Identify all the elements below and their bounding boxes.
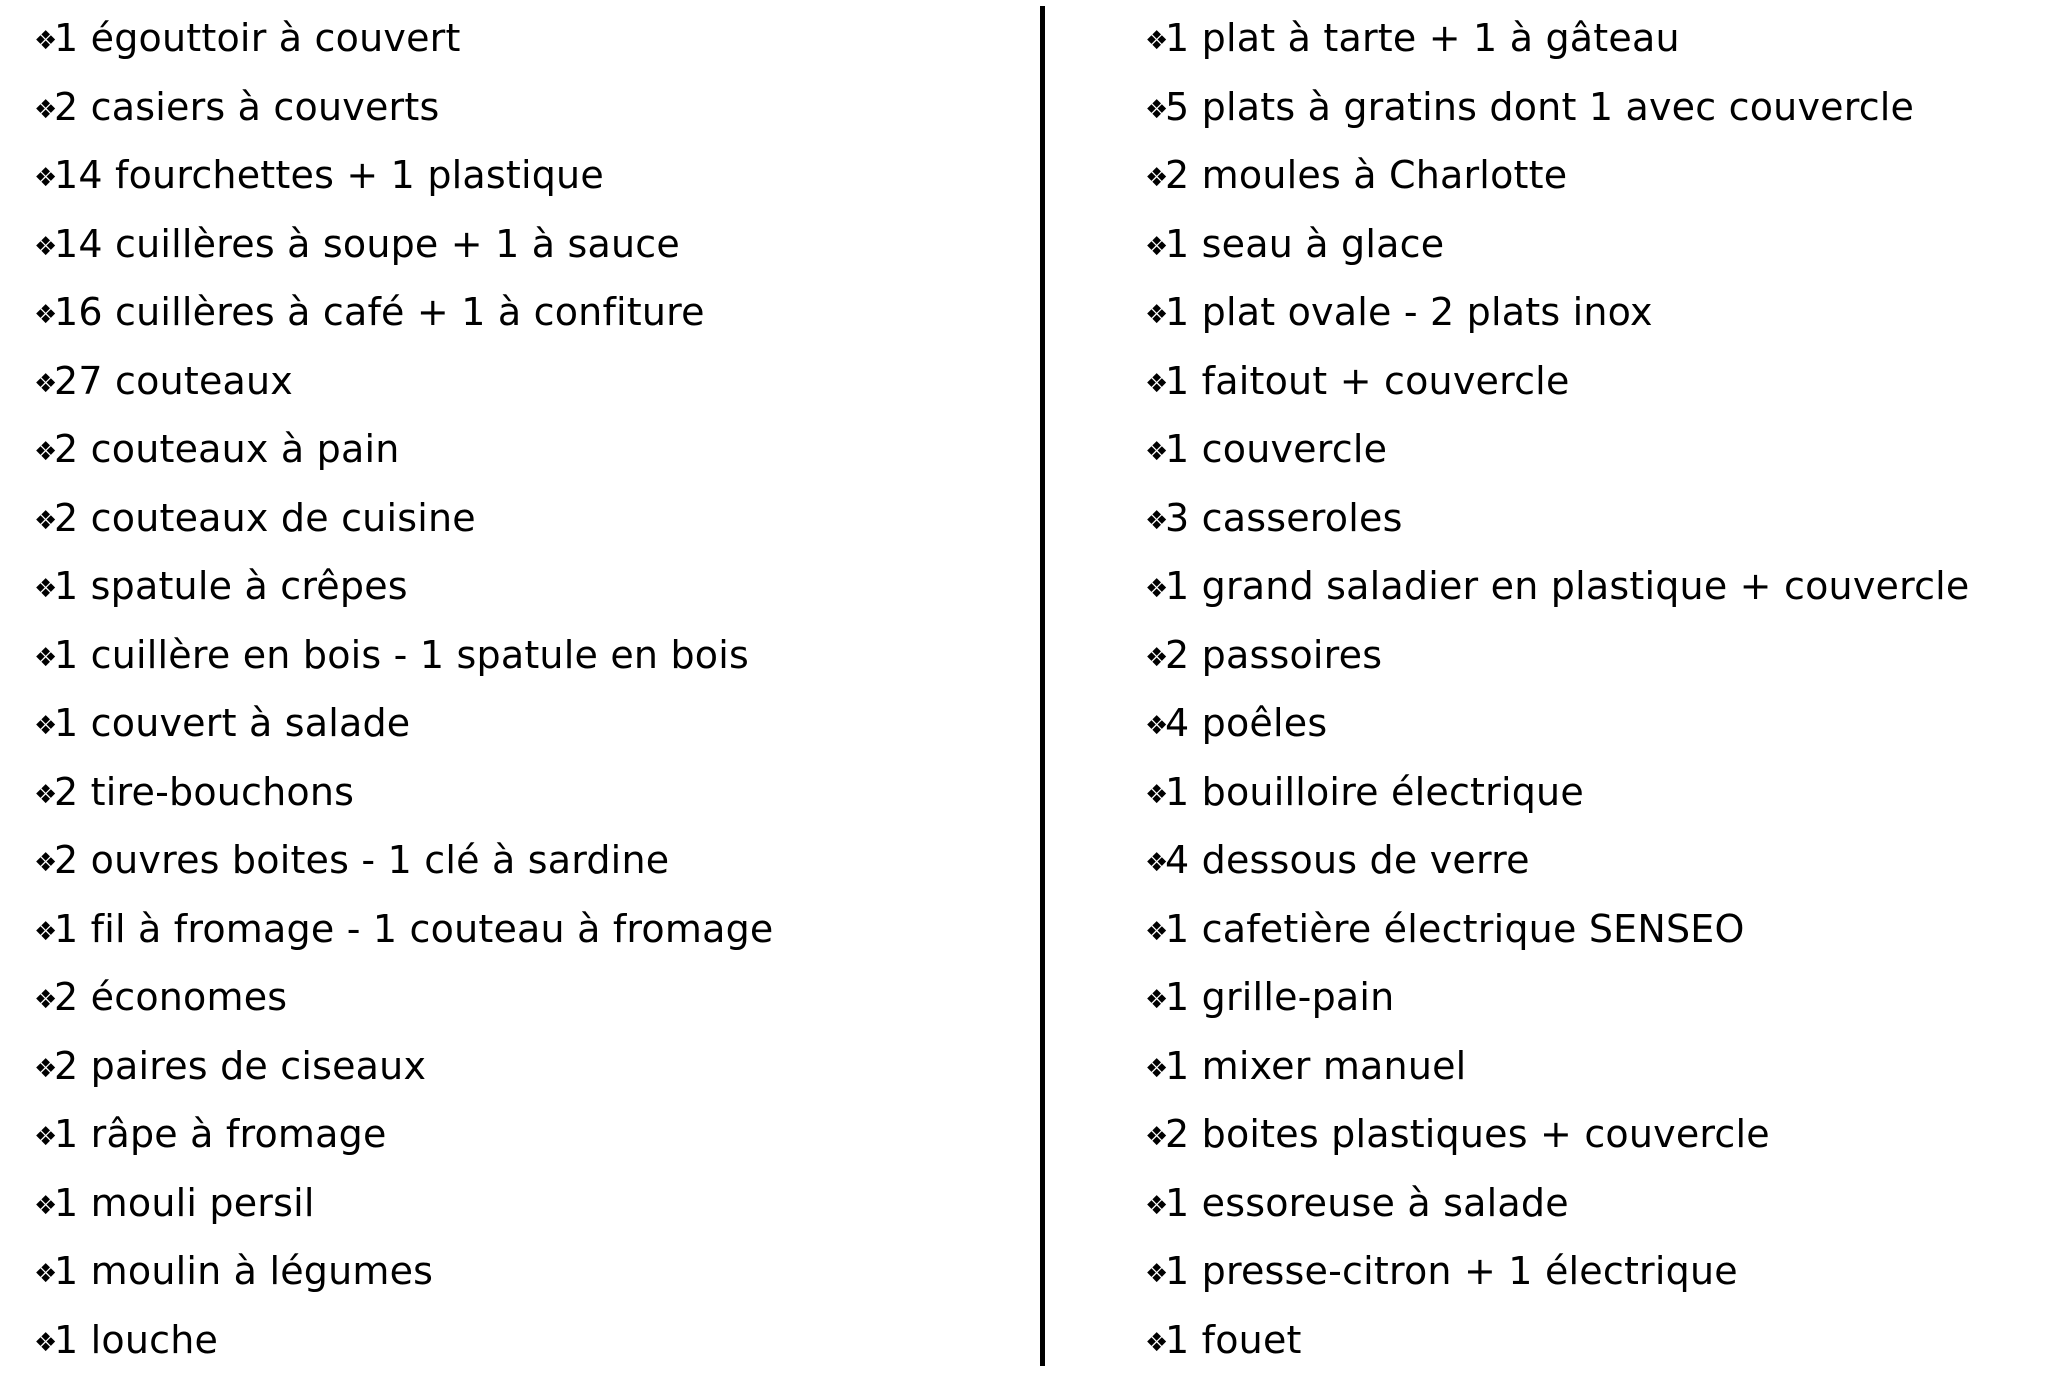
list-item-label: 1 égouttoir à couvert: [54, 16, 461, 60]
list-item: [34, 689, 1030, 758]
bullet-icon: ❖: [34, 302, 54, 328]
bullet-icon: ❖: [34, 1330, 54, 1356]
bullet-icon: ❖: [1145, 371, 1165, 397]
list-item-label: 1 spatule à crêpes: [54, 564, 408, 608]
list-item-label: 5 plats à gratins dont 1 avec couvercle: [1165, 85, 1914, 129]
list-item: [1145, 1169, 2038, 1238]
list-item: [34, 1169, 1030, 1238]
list-item: [34, 1032, 1030, 1101]
list-item-label: 2 casiers à couverts: [54, 85, 439, 129]
list-item: [34, 347, 1030, 416]
list-item: [34, 621, 1030, 690]
list-item-label: 4 dessous de verre: [1165, 838, 1530, 882]
list-item: [1145, 895, 2038, 964]
list-item: [34, 141, 1030, 210]
list-item-label: 1 essoreuse à salade: [1165, 1181, 1569, 1225]
right-column-list: [1145, 4, 2038, 1374]
bullet-icon: ❖: [1145, 1193, 1165, 1219]
bullet-icon: ❖: [34, 645, 54, 671]
list-item: [34, 552, 1030, 621]
list-item-label: 2 couteaux de cuisine: [54, 496, 476, 540]
list-item-label: 14 cuillères à soupe + 1 à sauce: [54, 222, 680, 266]
list-item-label: 2 boites plastiques + couvercle: [1165, 1112, 1770, 1156]
bullet-icon: ❖: [34, 576, 54, 602]
list-item: [1145, 484, 2038, 553]
list-item: [1145, 689, 2038, 758]
bullet-icon: ❖: [1145, 919, 1165, 945]
list-item-label: 1 fil à fromage - 1 couteau à fromage: [54, 907, 773, 951]
list-item: [1145, 73, 2038, 142]
bullet-icon: ❖: [1145, 1124, 1165, 1150]
bullet-icon: ❖: [34, 508, 54, 534]
list-item: [1145, 552, 2038, 621]
list-item-label: 1 râpe à fromage: [54, 1112, 387, 1156]
list-item: [34, 4, 1030, 73]
list-item-label: 4 poêles: [1165, 701, 1327, 745]
bullet-icon: ❖: [1145, 850, 1165, 876]
bullet-icon: ❖: [34, 782, 54, 808]
list-item: [1145, 210, 2038, 279]
bullet-icon: ❖: [1145, 576, 1165, 602]
bullet-icon: ❖: [34, 1193, 54, 1219]
list-item: [1145, 758, 2038, 827]
list-item-label: 1 plat ovale - 2 plats inox: [1165, 290, 1653, 334]
list-item: [1145, 1237, 2038, 1306]
bullet-icon: ❖: [34, 850, 54, 876]
list-item-label: 1 cuillère en bois - 1 spatule en bois: [54, 633, 749, 677]
list-item-label: 16 cuillères à café + 1 à confiture: [54, 290, 705, 334]
list-item-label: 14 fourchettes + 1 plastique: [54, 153, 604, 197]
list-item-label: 1 bouilloire électrique: [1165, 770, 1584, 814]
list-item: [1145, 415, 2038, 484]
list-item: [1145, 1306, 2038, 1374]
bullet-icon: ❖: [1145, 28, 1165, 54]
list-item: [34, 826, 1030, 895]
bullet-icon: ❖: [34, 165, 54, 191]
bullet-icon: ❖: [34, 1124, 54, 1150]
list-item: [1145, 963, 2038, 1032]
list-item-label: 1 faitout + couvercle: [1165, 359, 1570, 403]
list-item: [34, 415, 1030, 484]
bullet-icon: ❖: [34, 234, 54, 260]
list-item-label: 1 fouet: [1165, 1318, 1302, 1362]
bullet-icon: ❖: [34, 97, 54, 123]
list-item: [34, 963, 1030, 1032]
bullet-icon: ❖: [1145, 1330, 1165, 1356]
list-item: [1145, 141, 2038, 210]
list-item: [1145, 4, 2038, 73]
left-column-list: [34, 4, 1030, 1374]
list-item: [1145, 826, 2038, 895]
list-item: [1145, 1100, 2038, 1169]
bullet-icon: ❖: [1145, 987, 1165, 1013]
bullet-icon: ❖: [1145, 713, 1165, 739]
bullet-icon: ❖: [34, 1056, 54, 1082]
right-column: [1045, 4, 2048, 1365]
bullet-icon: ❖: [34, 371, 54, 397]
left-column: [0, 4, 1040, 1365]
list-item: [34, 758, 1030, 827]
list-item-label: 1 grille-pain: [1165, 975, 1394, 1019]
list-item: [1145, 278, 2038, 347]
list-item-label: 1 moulin à légumes: [54, 1249, 433, 1293]
list-item: [34, 278, 1030, 347]
bullet-icon: ❖: [34, 713, 54, 739]
list-item-label: 1 presse-citron + 1 électrique: [1165, 1249, 1738, 1293]
bullet-icon: ❖: [1145, 165, 1165, 191]
bullet-icon: ❖: [1145, 782, 1165, 808]
list-item: [34, 1100, 1030, 1169]
list-item-label: 1 cafetière électrique SENSEO: [1165, 907, 1745, 951]
list-item: [1145, 621, 2038, 690]
bullet-icon: ❖: [34, 919, 54, 945]
list-item-label: 1 seau à glace: [1165, 222, 1444, 266]
bullet-icon: ❖: [34, 28, 54, 54]
bullet-icon: ❖: [34, 1261, 54, 1287]
bullet-icon: ❖: [1145, 1261, 1165, 1287]
list-item: [34, 895, 1030, 964]
list-item: [34, 73, 1030, 142]
list-item-label: 27 couteaux: [54, 359, 293, 403]
list-item-label: 1 mixer manuel: [1165, 1044, 1466, 1088]
list-item-label: 2 passoires: [1165, 633, 1382, 677]
list-item-label: 1 louche: [54, 1318, 218, 1362]
list-item: [34, 1306, 1030, 1374]
list-item-label: 1 grand saladier en plastique + couvercle: [1165, 564, 1970, 608]
list-item-label: 2 couteaux à pain: [54, 427, 400, 471]
bullet-icon: ❖: [1145, 645, 1165, 671]
bullet-icon: ❖: [1145, 234, 1165, 260]
bullet-icon: ❖: [34, 439, 54, 465]
list-item: [34, 1237, 1030, 1306]
bullet-icon: ❖: [1145, 97, 1165, 123]
list-item-label: 2 économes: [54, 975, 287, 1019]
list-item-label: 2 paires de ciseaux: [54, 1044, 426, 1088]
list-item-label: 2 tire-bouchons: [54, 770, 354, 814]
list-item: [1145, 347, 2038, 416]
list-item-label: 2 moules à Charlotte: [1165, 153, 1567, 197]
list-item: [1145, 1032, 2038, 1101]
bullet-icon: ❖: [1145, 302, 1165, 328]
bullet-icon: ❖: [1145, 1056, 1165, 1082]
bullet-icon: ❖: [1145, 439, 1165, 465]
list-item-label: 1 couvert à salade: [54, 701, 410, 745]
list-item: [34, 210, 1030, 279]
bullet-icon: ❖: [1145, 508, 1165, 534]
list-item-label: 1 mouli persil: [54, 1181, 315, 1225]
list-item-label: 1 plat à tarte + 1 à gâteau: [1165, 16, 1680, 60]
list-item-label: 2 ouvres boites - 1 clé à sardine: [54, 838, 669, 882]
list-item-label: 1 couvercle: [1165, 427, 1387, 471]
list-item-label: 3 casseroles: [1165, 496, 1403, 540]
list-item: [34, 484, 1030, 553]
bullet-icon: ❖: [34, 987, 54, 1013]
